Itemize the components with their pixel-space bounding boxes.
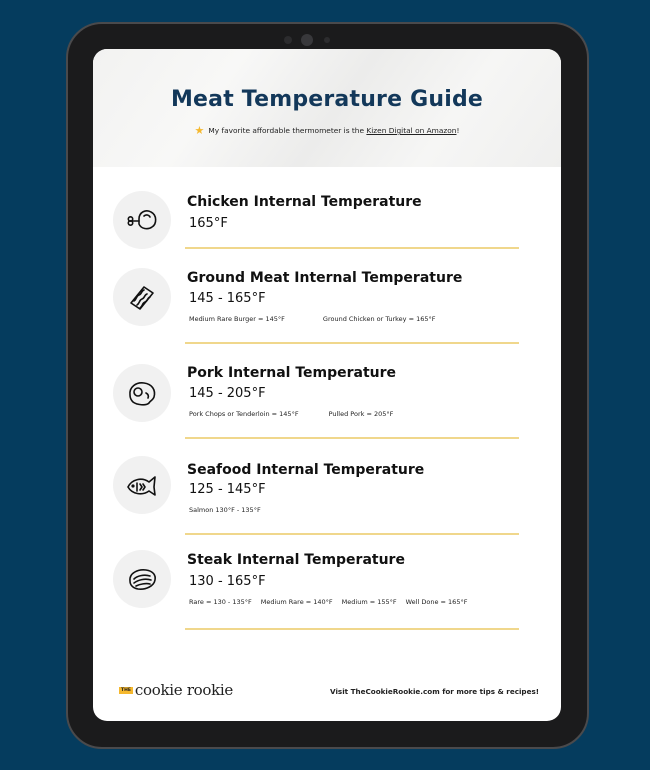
divider (185, 437, 519, 439)
section-title: Chicken Internal Temperature (187, 194, 422, 210)
note-item: Medium Rare = 140°F (260, 598, 333, 606)
section-notes (189, 506, 261, 514)
pork-chop-icon (113, 364, 171, 422)
divider (185, 247, 519, 249)
subtitle-prefix: My favorite affordable thermometer is the (208, 126, 367, 135)
divider (185, 342, 519, 344)
logo-name: cookie rookie (134, 681, 234, 699)
note-item: Medium Rare Burger = 145°F (189, 315, 285, 323)
camera-lens (301, 34, 313, 46)
note-item: Rare = 130 - 135°F (189, 598, 252, 606)
section-title: Ground Meat Internal Temperature (187, 270, 463, 286)
note-item: Medium = 155°F (341, 598, 397, 606)
divider (185, 533, 519, 535)
page-title: Meat Temperature Guide (170, 87, 484, 112)
section-seafood (93, 459, 561, 539)
sensor-dot (324, 37, 330, 43)
subtitle-suffix: ! (456, 126, 460, 135)
chicken-drumstick-icon (113, 191, 171, 249)
fish-icon (113, 456, 171, 514)
divider (185, 628, 519, 630)
section-notes (189, 410, 393, 418)
logo-the: THE (121, 688, 131, 693)
star-icon: ★ (194, 124, 205, 137)
section-temp: 130 - 165°F (189, 574, 266, 589)
section-title: Seafood Internal Temperature (187, 462, 425, 478)
section-ground-meat (93, 267, 561, 347)
section-steak (93, 552, 561, 632)
note-item: Ground Chicken or Turkey = 165°F (322, 315, 436, 323)
section-temp: 165°F (189, 216, 228, 231)
guide-footer (93, 677, 561, 703)
section-temp: 145 - 165°F (189, 291, 266, 306)
sensor-dot (284, 36, 292, 44)
camera-bar (68, 33, 587, 47)
note-item: Well Done = 165°F (405, 598, 468, 606)
section-title: Steak Internal Temperature (187, 552, 405, 568)
steak-icon (113, 550, 171, 608)
footer-text: Visit TheCookieRookie.com for more tips & recipes! (330, 687, 539, 696)
note-item: Salmon 130°F - 135°F (189, 506, 261, 514)
guide-screen (93, 49, 561, 721)
ground-meat-icon (113, 268, 171, 326)
note-item: Pork Chops or Tenderloin = 145°F (189, 410, 299, 418)
section-temp: 125 - 145°F (189, 482, 266, 497)
section-chicken (93, 189, 561, 249)
note-item: Pulled Pork = 205°F (328, 410, 394, 418)
section-title: Pork Internal Temperature (187, 365, 397, 381)
section-temp: 145 - 205°F (189, 386, 266, 401)
guide-header (93, 49, 561, 167)
section-notes (189, 598, 467, 606)
subtitle (93, 124, 561, 137)
cookie-rookie-logo (119, 680, 233, 699)
section-pork (93, 362, 561, 442)
amazon-link[interactable]: Kizen Digital on Amazon (366, 126, 457, 135)
section-notes (189, 315, 436, 323)
